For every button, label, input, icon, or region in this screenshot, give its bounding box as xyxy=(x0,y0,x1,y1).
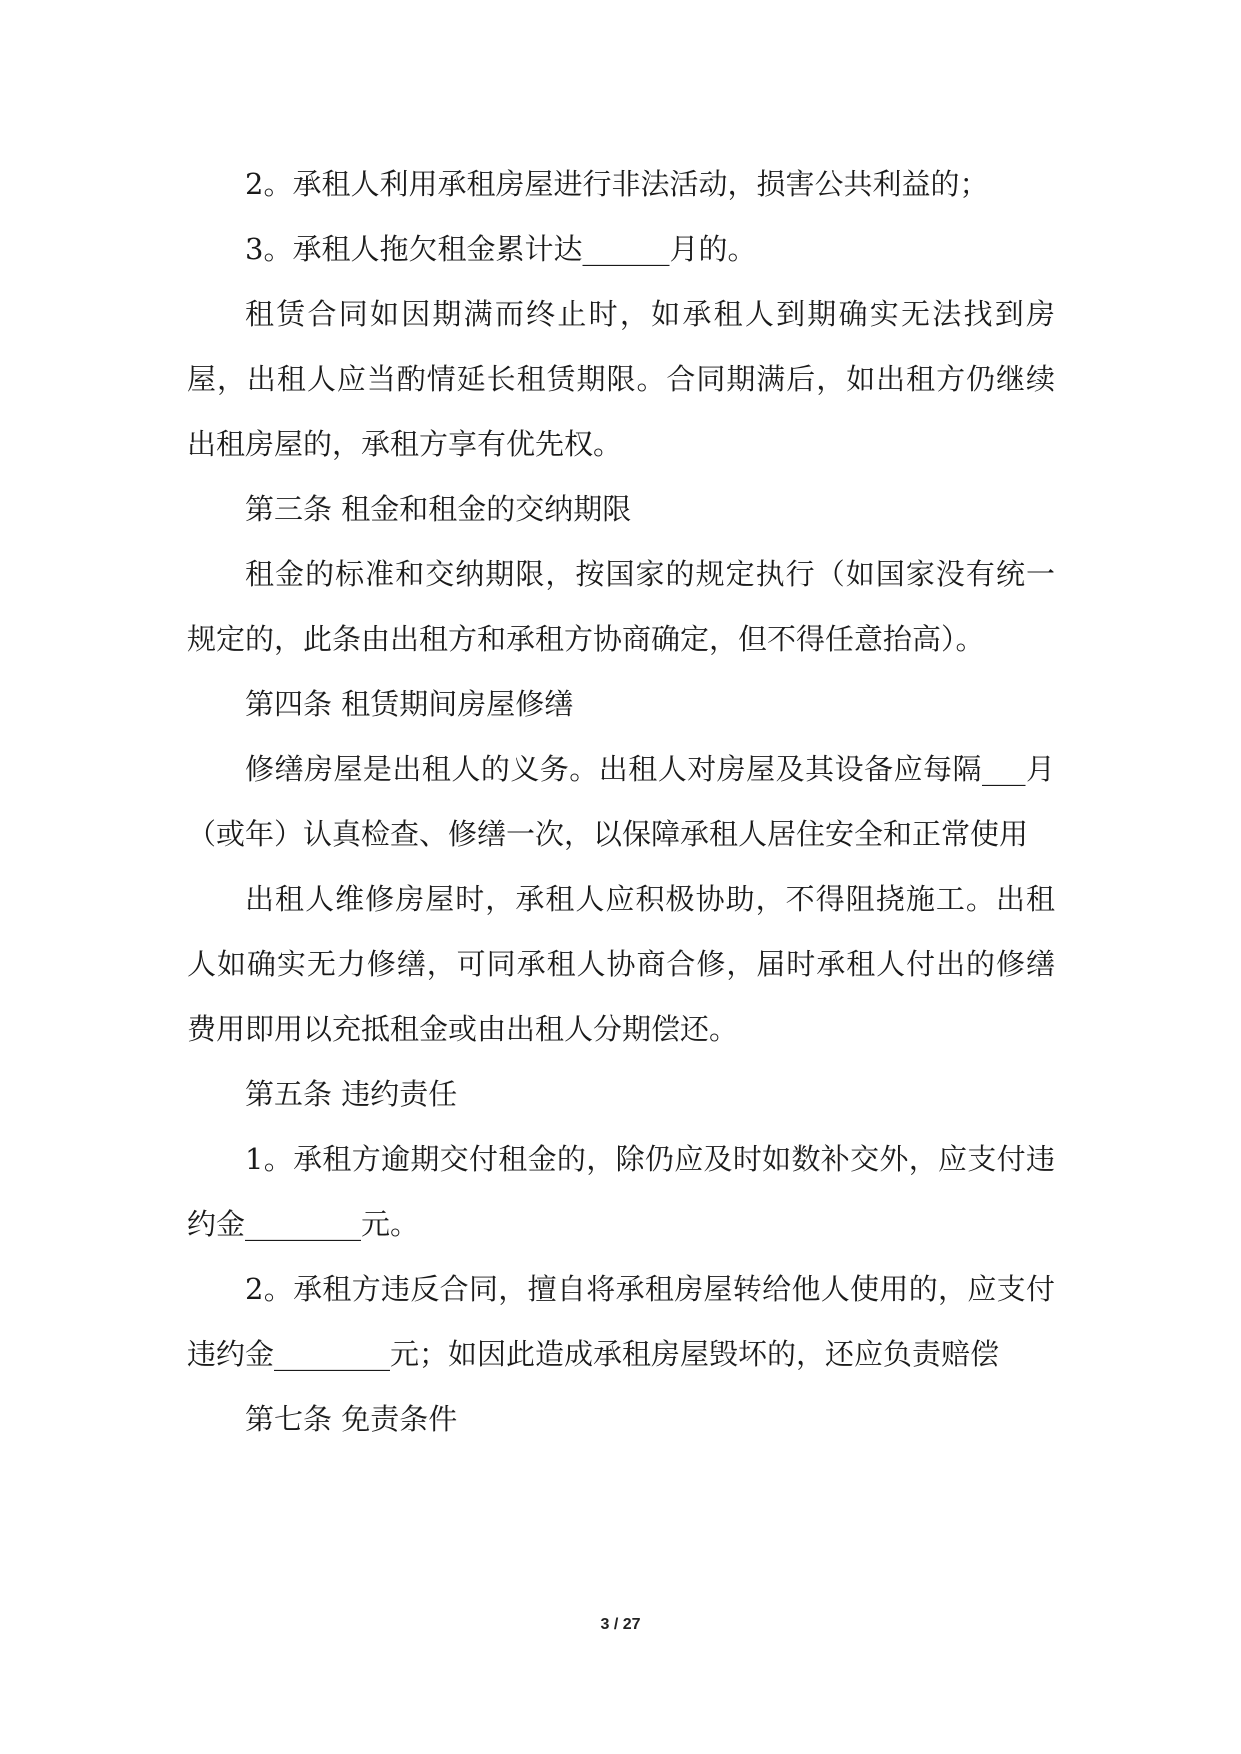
paragraph-lease-expiry: 租赁合同如因期满而终止时，如承租人到期确实无法找到房屋，出租人应当酌情延长租赁期限。合同期满后，如出租方仍继续出租房屋的，承租方享有优先权。 xyxy=(187,297,1055,461)
heading-article-7: 第七条 免责条件 xyxy=(245,1402,458,1436)
paragraph-clause-2: 2。承租人利用承租房屋进行非法活动，损害公共利益的； xyxy=(245,167,989,201)
heading-article-3: 第三条 租金和租金的交纳期限 xyxy=(245,492,632,526)
heading-article-5: 第五条 违约责任 xyxy=(245,1077,458,1111)
paragraph-repair-duty: 修缮房屋是出租人的义务。出租人对房屋及其设备应每隔___月（或年）认真检查、修缮一次，以保障承租人居住安全和正常使用 xyxy=(187,752,1055,851)
paragraph-breach-2: 2。承租方违反合同，擅自将承租房屋转给他人使用的，应支付违约金________元；如因此造成承租房屋毁坏的，还应负责赔偿 xyxy=(187,1272,1055,1371)
paragraph-clause-3: 3。承租人拖欠租金累计达______月的。 xyxy=(245,232,757,266)
paragraph-repair-cooperation: 出租人维修房屋时，承租人应积极协助，不得阻挠施工。出租人如确实无力修缮，可同承租人协商合修，届时承租人付出的修缮费用即用以充抵租金或由出租人分期偿还。 xyxy=(187,882,1055,1046)
document-body xyxy=(187,152,1055,1452)
paragraph-rent-standard: 租金的标准和交纳期限，按国家的规定执行（如国家没有统一规定的，此条由出租方和承租方协商确定，但不得任意抬高）。 xyxy=(187,557,1055,656)
page-number: 3 / 27 xyxy=(600,1616,641,1633)
paragraph-breach-1: 1。承租方逾期交付租金的，除仍应及时如数补交外，应支付违约金________元。 xyxy=(187,1142,1055,1241)
heading-article-4: 第四条 租赁期间房屋修缮 xyxy=(245,687,574,721)
